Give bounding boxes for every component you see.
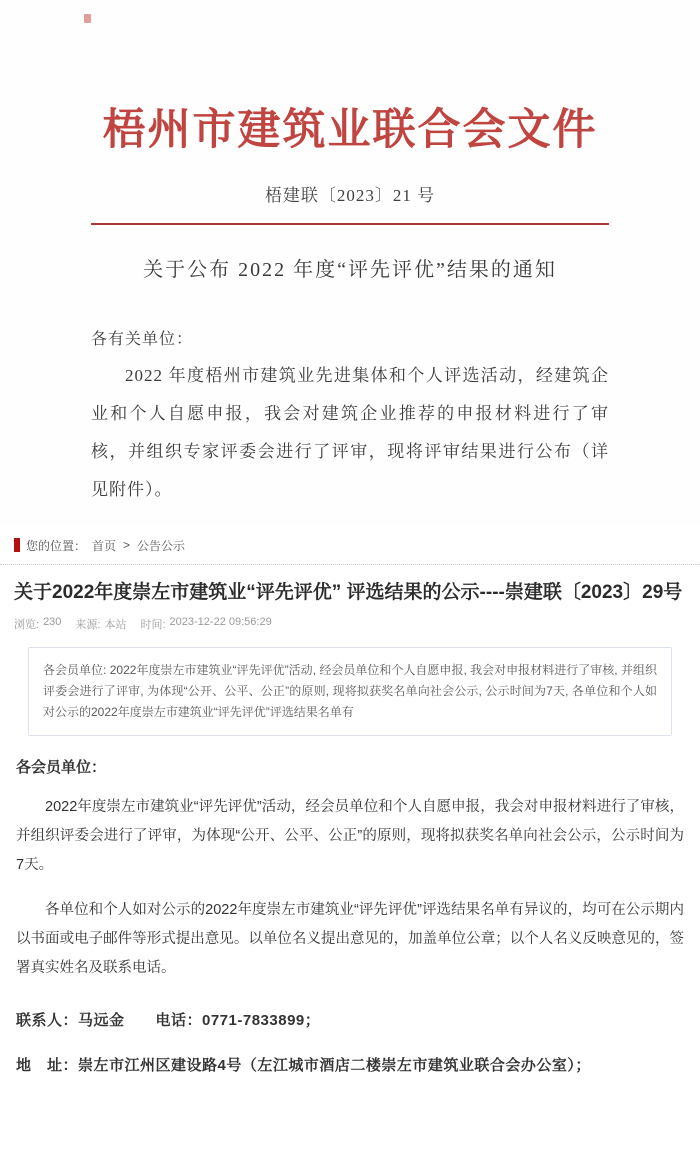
views-label: 浏览: xyxy=(14,619,40,631)
breadcrumb-link-section[interactable]: 公告公示 xyxy=(137,538,186,553)
document-salutation: 各有关单位： xyxy=(91,331,194,348)
document-content xyxy=(91,14,609,525)
time-label: 时间: xyxy=(140,619,166,631)
views-value: 230 xyxy=(43,616,62,628)
article-paragraph: 各单位和个人如对公示的2022年度崇左市建筑业“评先评优”评选结果名单有异议的，均可在公示期内以书面或电子邮件等形式提出意见。以单位名义提出意见的，加盖单位公章；以个人名义反映意见的，签署真实姓名及联系电话。 xyxy=(16,902,684,976)
source-value: 本站 xyxy=(104,619,127,631)
dotted-divider xyxy=(0,564,700,565)
breadcrumb-flag-icon xyxy=(14,538,20,552)
article-salutation: 各会员单位： xyxy=(16,759,107,776)
bottom-whitespace xyxy=(0,1075,700,1155)
breadcrumb-label: 您的位置： xyxy=(26,538,87,553)
breadcrumb xyxy=(0,535,700,555)
time-value: 2023-12-22 09:56:29 xyxy=(169,616,272,628)
contact-line: 联系人：马远金 电话：0771-7833899； xyxy=(16,1012,321,1029)
source-label: 来源: xyxy=(75,619,101,631)
article-meta xyxy=(0,616,700,632)
article-title: 关于2022年度崇左市建筑业“评先评优” 评选结果的公示----崇建联〔2023〕29号 xyxy=(14,582,683,603)
document-org-title: 梧州市建筑业联合会文件 xyxy=(102,107,598,154)
breadcrumb-separator: > xyxy=(123,538,131,552)
breadcrumb-link-home[interactable]: 首页 xyxy=(92,538,117,553)
scanned-document xyxy=(0,0,700,525)
scan-red-mark xyxy=(84,14,91,23)
article-summary-box: 各会员单位: 2022年度崇左市建筑业“评先评优”活动, 经会员单位和个人自愿申报, 我会对申报材料进行了审核, 并组织评委会进行了评审, 为体现“公开、公平、公正”的原则, 现将拟获奖名单向社会公示, 公示时间为7天, 各单位和个人如对公示的2022年度崇左市建筑业“评先评优”评选结果名单有 xyxy=(28,647,672,736)
document-number: 梧建联〔2023〕21 号 xyxy=(264,186,436,205)
document-body-paragraph: 2022 年度梧州市建筑业先进集体和个人评选活动，经建筑企业和个人自愿申报，我会对建筑企业推荐的申报材料进行了审核，并组织专家评委会进行了评审，现将评审结果进行公布（详见附件）。 xyxy=(91,366,609,499)
document-red-rule xyxy=(91,223,609,225)
document-notice-title: 关于公布 2022 年度“评先评优”结果的通知 xyxy=(143,259,557,281)
address-line: 地 址：崇左市江州区建设路4号（左江城市酒店二楼崇左市建筑业联合会办公室）； xyxy=(16,1057,591,1074)
article-paragraph: 2022年度崇左市建筑业“评先评优”活动，经会员单位和个人自愿申报，我会对申报材料进行了审核，并组织评委会进行了评审，为体现“公开、公平、公正”的原则，现将拟获奖名单向社会公示，公示时间为7天。 xyxy=(16,799,684,873)
article-body xyxy=(0,756,700,1075)
